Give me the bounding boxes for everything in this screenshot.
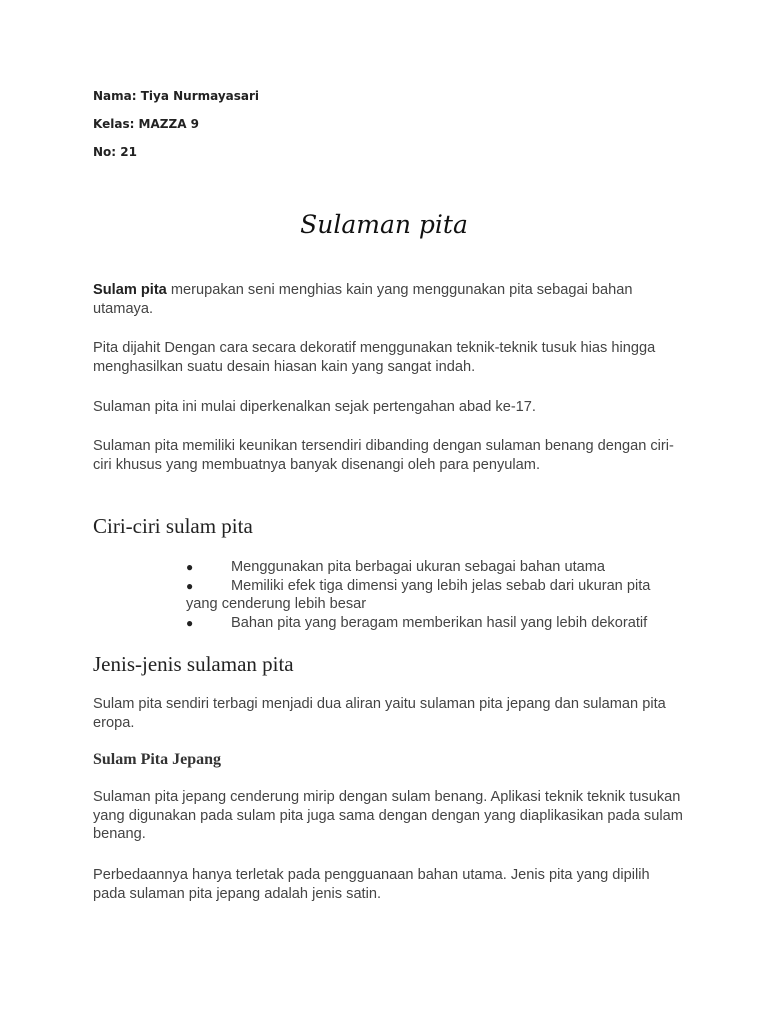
intro-paragraph-3: Sulaman pita ini mulai diperkenalkan sejak pertengahan abad ke-17.: [93, 399, 536, 415]
list-item-text: Memiliki efek tiga dimensi yang lebih jelas sebab dari ukuran pita yang cenderung lebih besar: [186, 577, 651, 612]
list-item-text: Menggunakan pita berbagai ukuran sebagai bahan utama: [231, 559, 606, 575]
list-item: [186, 577, 686, 614]
student-class: Kelas: MAZZA 9: [93, 117, 200, 131]
intro-paragraph-4: Sulaman pita memiliki keunikan tersendiri dibanding dengan sulaman benang dengan ciri-ciri khusus yang membuatnya banyak disenangi oleh para penyulam.: [93, 438, 674, 473]
intro-paragraph-1: [93, 281, 683, 318]
ciri-list: [186, 558, 686, 632]
document-title: Sulaman pita: [300, 210, 468, 239]
list-item-text: Bahan pita yang beragam memberikan hasil yang lebih dekoratif: [231, 614, 648, 631]
list-item: [186, 614, 686, 633]
bullet-icon: ●: [186, 578, 194, 593]
jenis-paragraph-1: Sulam pita sendiri terbagi menjadi dua aliran yaitu sulaman pita jepang dan sulaman pita eropa.: [93, 696, 666, 731]
subsection-heading-jepang: Sulam Pita Jepang: [93, 751, 222, 768]
intro-term: Sulam pita: [93, 282, 167, 298]
list-item: [186, 558, 686, 577]
intro-definition: merupakan seni menghias kain yang menggunakan pita sebagai bahan utamaya.: [93, 282, 633, 317]
student-number: No: 21: [93, 145, 137, 159]
intro-paragraph-2: Pita dijahit Dengan cara secara dekoratif menggunakan teknik-teknik tusuk hias hingga menghasilkan suatu desain hiasan kain yang sangat indah.: [93, 340, 656, 375]
student-name: Nama: Tiya Nurmayasari: [93, 89, 260, 103]
bullet-icon: ●: [186, 615, 194, 630]
jepang-paragraph-2: Perbedaannya hanya terletak pada pengguanaan bahan utama. Jenis pita yang dipilih pada sulaman pita jepang adalah jenis satin.: [93, 867, 650, 902]
jepang-paragraph-1: Sulaman pita jepang cenderung mirip dengan sulam benang. Aplikasi teknik teknik tusukan yang digunakan pada sulam pita juga sama dengan dengan yang diaplikasikan pada sulam benang.: [93, 789, 683, 842]
section-heading-ciri: Ciri-ciri sulam pita: [93, 514, 253, 538]
section-heading-jenis: Jenis-jenis sulaman pita: [93, 652, 294, 676]
bullet-icon: ●: [186, 560, 194, 574]
